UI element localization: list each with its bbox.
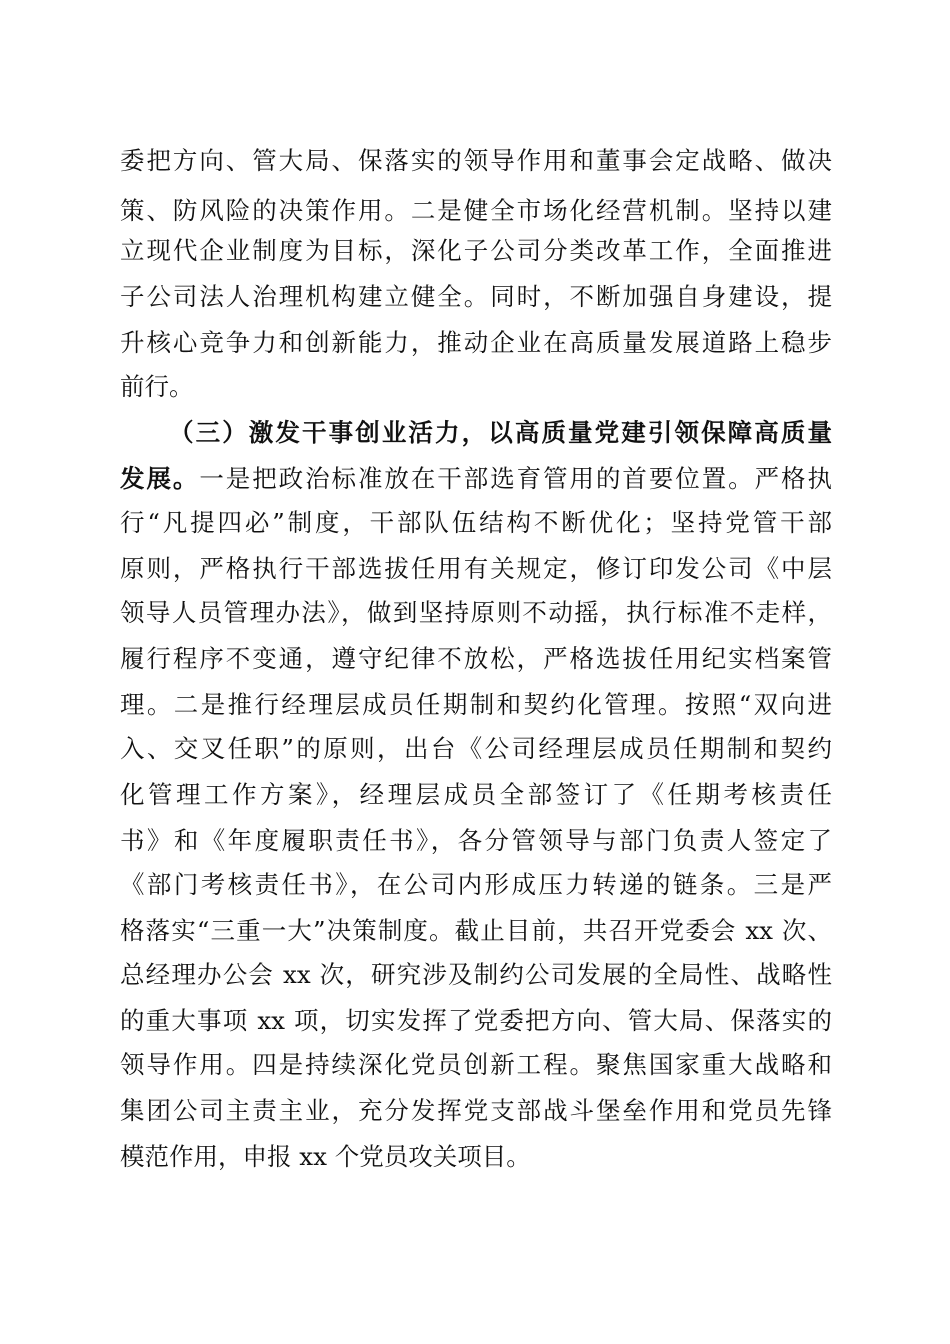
body-text-line: 《部门考核责任书》，在公司内形成压力转递的链条。三是严 xyxy=(120,870,832,899)
body-text-line: 格落实“三重一大”决策制度。截止目前，共召开党委会 xx 次、 xyxy=(120,916,832,945)
body-text-line: 立现代企业制度为目标，深化子公司分类改革工作，全面推进 xyxy=(120,236,832,265)
body-text-line: 化管理工作方案》，经理层成员全部签订了《任期考核责任 xyxy=(120,780,832,809)
body-text-line: 的重大事项 xx 项，切实发挥了党委把方向、管大局、保落实的 xyxy=(120,1006,832,1035)
body-text-line xyxy=(120,458,832,500)
body-text-line: 书》和《年度履职责任书》，各分管领导与部门负责人签定了 xyxy=(120,826,832,855)
body-text-line: 前行。 xyxy=(120,372,194,401)
body-text-line: 策、防风险的决策作用。二是健全市场化经营机制。坚持以建 xyxy=(120,196,832,225)
body-text-line: 入、交叉任职”的原则，出台《公司经理层成员任期制和契约 xyxy=(120,734,832,763)
body-text-line: 委把方向、管大局、保落实的领导作用和董事会定战略、做决 xyxy=(120,146,832,175)
body-text-line: 原则，严格执行干部选拔任用有关规定，修订印发公司《中层 xyxy=(120,554,832,583)
body-text-line: 领导作用。四是持续深化党员创新工程。聚焦国家重大战略和 xyxy=(120,1050,832,1079)
body-text-line: 子公司法人治理机构建立健全。同时，不断加强自身建设，提 xyxy=(120,282,832,311)
body-text-line: 理。二是推行经理层成员任期制和契约化管理。按照“双向进 xyxy=(120,690,832,719)
body-text-line: 领导人员管理办法》，做到坚持原则不动摇，执行标准不走样， xyxy=(120,598,832,627)
body-text-line: 履行程序不变通，遵守纪律不放松，严格选拔任用纪实档案管 xyxy=(120,644,832,673)
body-text-line: 升核心竞争力和创新能力，推动企业在高质量发展道路上稳步 xyxy=(120,328,832,357)
body-text-line: 总经理办公会 xx 次，研究涉及制约公司发展的全局性、战略性 xyxy=(120,960,832,989)
body-text-line: 集团公司主责主业，充分发挥党支部战斗堡垒作用和党员先锋 xyxy=(120,1096,832,1125)
body-text-line: 模范作用，申报 xx 个党员攻关项目。 xyxy=(120,1142,531,1171)
body-text-line: 行“凡提四必”制度，干部队伍结构不断优化；坚持党管干部 xyxy=(120,508,832,537)
body-text-segment: 一是把政治标准放在干部选育管用的首要位置。严格执 xyxy=(199,464,832,493)
section-heading-continuation: 发展。 xyxy=(120,464,200,493)
section-heading: （三）激发干事创业活力，以高质量党建引领保障高质量 xyxy=(169,418,832,447)
